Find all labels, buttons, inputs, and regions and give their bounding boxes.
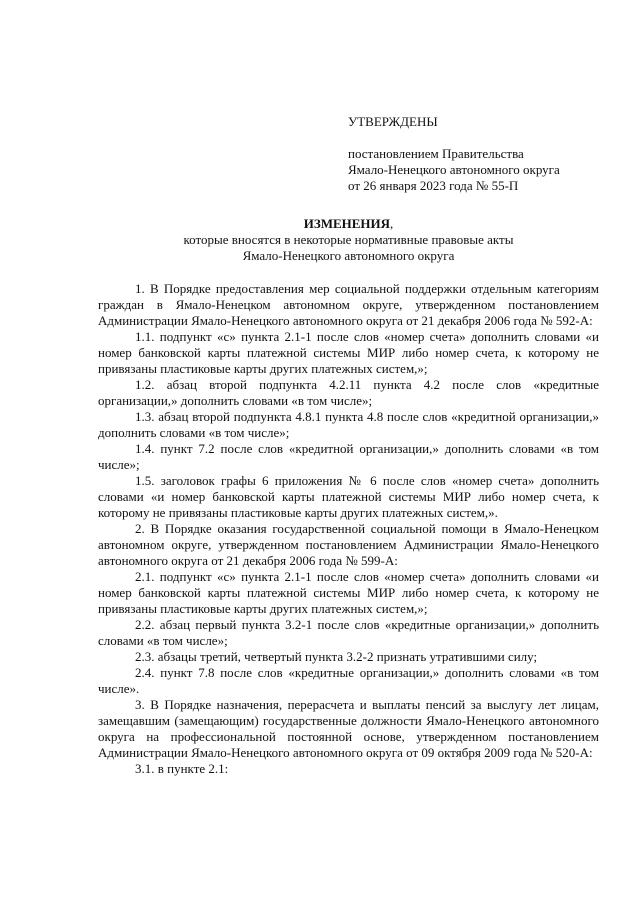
document-body bbox=[98, 281, 599, 777]
paragraph: 3.1. в пункте 2.1: bbox=[135, 761, 229, 776]
document-subtitle-line: Ямало-Ненецкого автономного округа bbox=[242, 248, 455, 263]
document-subtitle-line: которые вносятся в некоторые нормативные правовые акты bbox=[183, 232, 514, 247]
approval-heading: УТВЕРЖДЕНЫ bbox=[348, 114, 438, 129]
approval-line: Ямало-Ненецкого автономного округа bbox=[348, 162, 560, 177]
paragraph: 1.5. заголовок графы 6 приложения № 6 после слов «номер счета» дополнить словами «и номер банковской карты платежной системы МИР либо номер счета, к которому не привязаны пластиковые карты других платежных систем,». bbox=[98, 473, 599, 520]
approval-block bbox=[348, 114, 608, 194]
paragraph: 2.1. подпункт «с» пункта 2.1-1 после слов «номер счета» дополнить словами «и номер банковской карты платежной системы МИР либо номер счета, к которому не привязаны пластиковые карты других платежных систем,»; bbox=[98, 569, 599, 616]
document-title: ИЗМЕНЕНИЯ bbox=[303, 216, 391, 231]
paragraph: 1.2. абзац второй подпункта 4.2.11 пункта 4.2 после слов «кредитные организации,» дополнить словами «в том числе»; bbox=[98, 377, 599, 408]
document-title-punct: , bbox=[390, 216, 394, 231]
document-title-block bbox=[98, 216, 599, 264]
paragraph: 2.4. пункт 7.8 после слов «кредитные организации,» дополнить словами «в том числе». bbox=[98, 665, 599, 696]
paragraph: 1.4. пункт 7.2 после слов «кредитной организации,» дополнить словами «в том числе»; bbox=[98, 441, 599, 472]
paragraph: 2.2. абзац первый пункта 3.2-1 после слов «кредитные организации,» дополнить словами «в том числе»; bbox=[98, 617, 599, 648]
approval-line: от 26 января 2023 года № 55-П bbox=[348, 178, 519, 193]
paragraph: 1.3. абзац второй подпункта 4.8.1 пункта 4.8 после слов «кредитной организации,» дополнить словами «в том числе»; bbox=[98, 409, 599, 440]
paragraph: 2.3. абзацы третий, четвертый пункта 3.2-2 признать утратившими силу; bbox=[135, 649, 538, 664]
paragraph: 1.1. подпункт «с» пункта 2.1-1 после слов «номер счета» дополнить словами «и номер банковской карты платежной системы МИР либо номер счета, к которому не привязаны пластиковые карты других платежных систем,»; bbox=[98, 329, 599, 376]
paragraph: 3. В Порядке назначения, перерасчета и выплаты пенсий за выслугу лет лицам, замещавшим (замещающим) государственные должности Ямало-Ненецкого автономного округа на профессиональной постоянной основе, утвержденном постановлением Администрации Ямало-Ненецкого автономного округа от 09 октября 2009 года № 520-А: bbox=[98, 697, 599, 760]
document-title-line bbox=[98, 216, 599, 232]
approval-line: постановлением Правительства bbox=[348, 146, 524, 161]
paragraph: 1. В Порядке предоставления мер социальной поддержки отдельным категориям граждан в Ямало-Ненецком автономном округе, утвержденном постановлением Администрации Ямало-Ненецкого автономного округа от 21 декабря 2006 года № 592-А: bbox=[98, 281, 599, 328]
paragraph: 2. В Порядке оказания государственной социальной помощи в Ямало-Ненецком автономном округе, утвержденном постановлением Администрации Ямало-Ненецкого автономного округа от 21 декабря 2006 года № 599-А: bbox=[98, 521, 599, 568]
